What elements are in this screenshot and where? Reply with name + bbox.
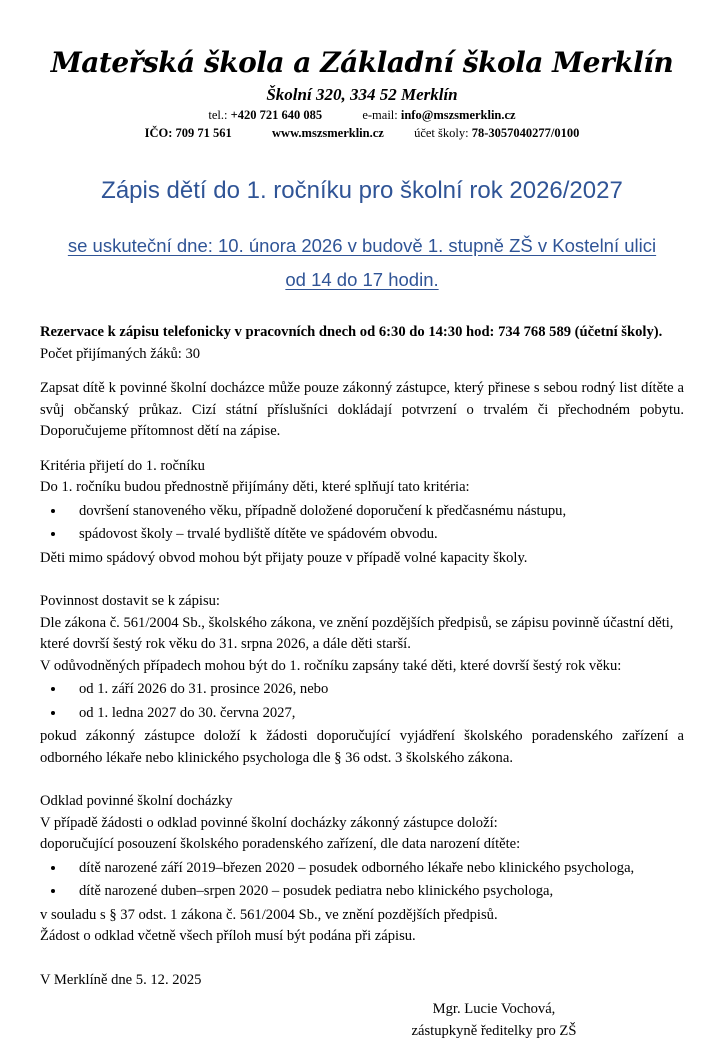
contact-line-1 (40, 107, 684, 123)
obligation-par2: V odůvodněných případech mohou být do 1. ročníku zapsány také děti, které dovrší šestý rok věku: (40, 656, 684, 678)
school-address: Školní 320, 334 52 Merklín (40, 84, 684, 105)
list-item: • od 1. září 2026 do 31. prosince 2026, nebo (66, 679, 684, 701)
email-label: e-mail: (362, 108, 397, 122)
tel-value: +420 721 640 085 (231, 108, 323, 122)
obligation-list (40, 679, 684, 724)
announcement-time-line: od 14 do 17 hodin. (40, 268, 684, 292)
school-name: Mateřská škola a Základní škola Merklín (40, 44, 684, 82)
postponement-par1: V případě žádosti o odklad povinné školní docházky zákonný zástupce doloží: (40, 813, 684, 835)
contact-line-2 (40, 125, 684, 141)
website-text: www.mszsmerklin.cz (272, 126, 384, 140)
obligation-outro: pokud zákonný zástupce doloží k žádosti doporučující vyjádření školského poradenského zařízení a odborného lékaře nebo klinického psychologa dle § 36 odst. 3 školského zákona. (40, 726, 684, 769)
announcement-title: Zápis dětí do 1. ročníku pro školní rok 2026/2027 (40, 175, 684, 206)
list-item: • od 1. ledna 2027 do 30. června 2027, (66, 703, 684, 725)
obligation-heading: Povinnost dostavit se k zápisu: (40, 591, 684, 613)
criteria-intro: Do 1. ročníku budou přednostně přijímány děti, které splňují tato kritéria: (40, 477, 684, 499)
announcement-date-line: se uskuteční dne: 10. února 2026 v budově 1. stupně ZŠ v Kostelní ulici (40, 234, 684, 258)
ico-label: IČO: (145, 126, 173, 140)
document-body (40, 322, 684, 1042)
signature-name: Mgr. Lucie Vochová, (354, 999, 634, 1021)
obligation-par1: Dle zákona č. 561/2004 Sb., školského zákona, ve znění pozdějších předpisů, se zápisu povinně účastní děti, které dovrší šestý rok věku do 31. srpna 2026, a dále děti starší. (40, 613, 684, 656)
intro-paragraph: Zapsat dítě k povinné školní docházce může pouze zákonný zástupce, který přinese s sebou rodný list dítěte a svůj občanský průkaz. Cizí státní příslušníci dokládají potvrzení o trvalém či přechodném pobytu. Doporučujeme přítomnost dětí na zápise. (40, 378, 684, 443)
list-item: • dítě narozené září 2019–březen 2020 – posudek odborného lékaře nebo klinického psychologa, (66, 858, 684, 880)
account-label: účet školy: (414, 126, 469, 140)
postponement-outro1: v souladu s § 37 odst. 1 zákona č. 561/2004 Sb., ve znění pozdějších předpisů. (40, 905, 684, 927)
email-value: info@mszsmerklin.cz (401, 108, 516, 122)
letterhead (40, 44, 684, 141)
tel-label: tel.: (208, 108, 227, 122)
signature-title: zástupkyně ředitelky pro ZŠ (354, 1021, 634, 1042)
postponement-outro2: Žádost o odklad včetně všech příloh musí být podána při zápisu. (40, 926, 684, 948)
place-date: V Merklíně dne 5. 12. 2025 (40, 970, 684, 992)
criteria-heading: Kritéria přijetí do 1. ročníku (40, 456, 684, 478)
postponement-par2: doporučující posouzení školského poradenského zařízení, dle data narození dítěte: (40, 834, 684, 856)
list-item: • spádovost školy – trvalé bydliště dítěte ve spádovém obvodu. (66, 524, 684, 546)
account-value: 78-3057040277/0100 (472, 126, 580, 140)
list-item: • dovršení stanoveného věku, případně doložené doporučení k předčasnému nástupu, (66, 501, 684, 523)
criteria-list (40, 501, 684, 546)
postponement-list (40, 858, 684, 903)
criteria-outro: Děti mimo spádový obvod mohou být přijaty pouze v případě volné kapacity školy. (40, 548, 684, 570)
reservation-info: Rezervace k zápisu telefonicky v pracovních dnech od 6:30 do 14:30 hod: 734 768 589 (účetní školy). (40, 322, 684, 344)
postponement-heading: Odklad povinné školní docházky (40, 791, 684, 813)
signature-block (354, 999, 634, 1042)
list-item: • dítě narozené duben–srpen 2020 – posudek pediatra nebo klinického psychologa, (66, 881, 684, 903)
capacity-info: Počet přijímaných žáků: 30 (40, 344, 684, 366)
ico-value: 709 71 561 (176, 126, 232, 140)
